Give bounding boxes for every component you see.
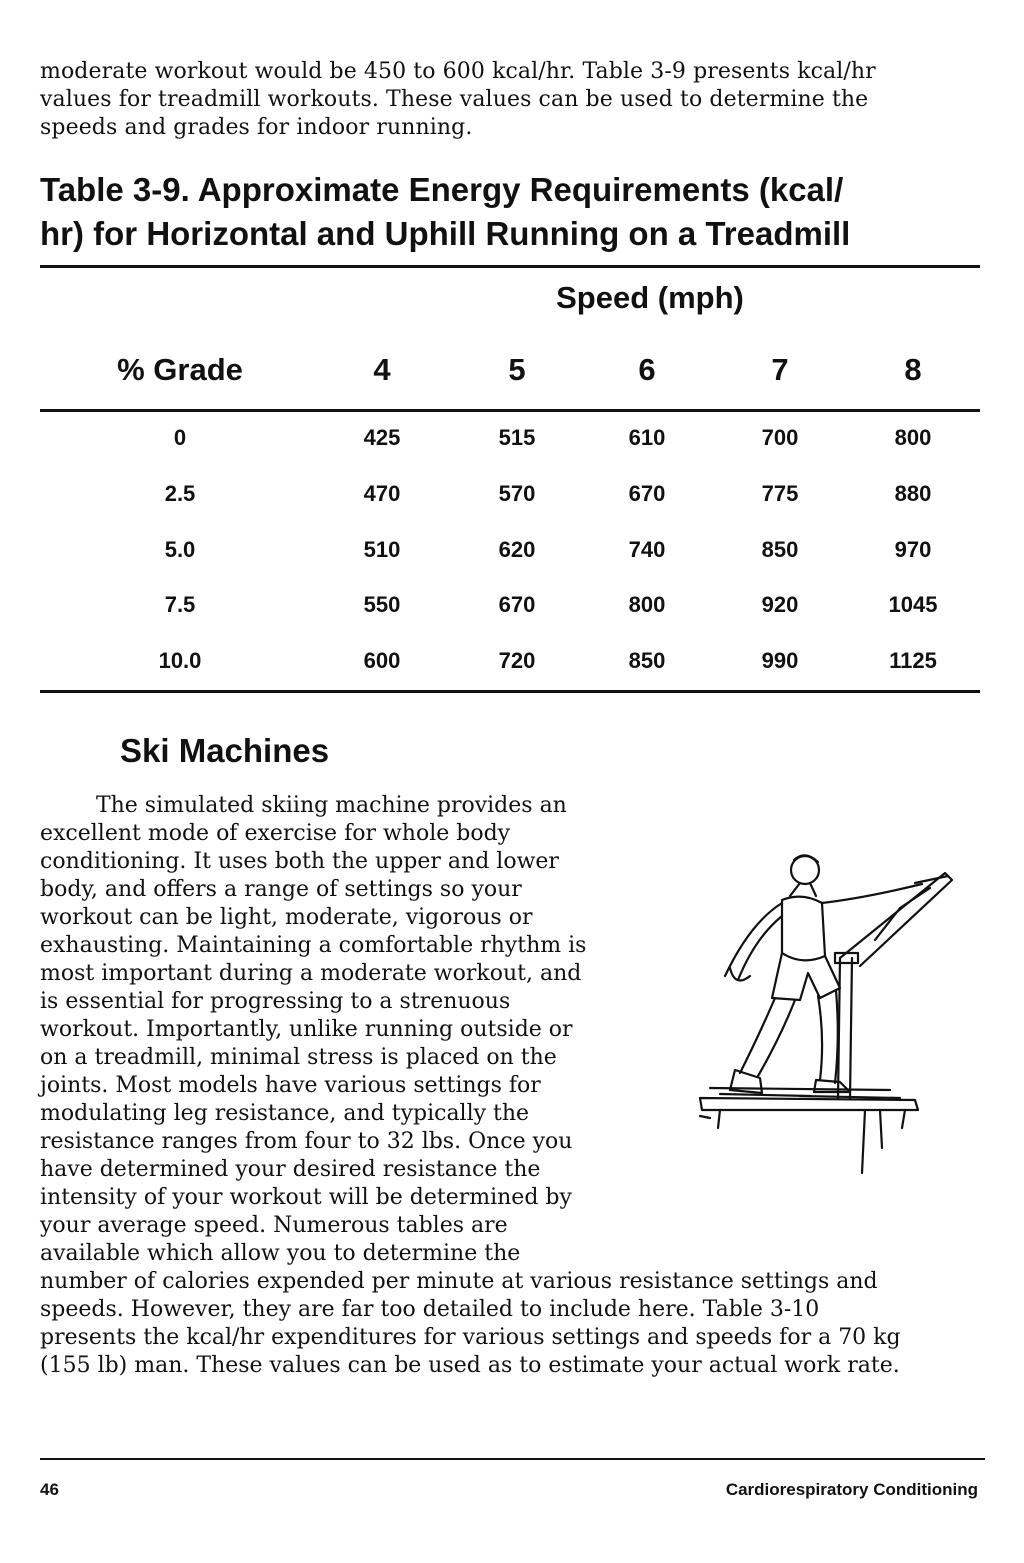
ski-paragraph-line: on a treadmill, minimal stress is placed on the (40, 1045, 557, 1070)
ski-paragraph-line: presents the kcal/hr expenditures for various settings and speeds for a 70 kg (40, 1325, 901, 1350)
kcal-cell: 970 (894, 537, 932, 562)
speed-column-header: 6 (638, 352, 656, 387)
kcal-cell: 515 (498, 425, 536, 450)
kcal-cell: 550 (363, 592, 401, 617)
intro-line: speeds and grades for indoor running. (40, 115, 473, 140)
intro-paragraph (40, 58, 980, 142)
ski-paragraph-line: most important during a moderate workout, and (40, 961, 582, 986)
kcal-cell: 720 (498, 648, 536, 673)
table-title-line: Table 3-9. Approximate Energy Requirements (kcal/ (40, 171, 844, 208)
ski-paragraph-line: joints. Most models have various settings for (40, 1073, 541, 1098)
ski-paragraph-line: exhausting. Maintaining a comfortable rhythm is (40, 933, 587, 958)
kcal-cell: 850 (628, 648, 666, 673)
ski-paragraph-line: is essential for progressing to a strenuous (40, 989, 511, 1014)
ski-paragraph-line: (155 lb) man. These values can be used as to estimate your actual work rate. (40, 1353, 900, 1378)
grade-cell: 7.5 (164, 592, 196, 617)
kcal-cell: 800 (628, 592, 666, 617)
table-header-rule (40, 409, 980, 412)
kcal-cell: 600 (363, 648, 401, 673)
ski-paragraph-line: speeds. However, they are far too detailed to include here. Table 3-10 (40, 1297, 820, 1322)
speed-column-header: 8 (904, 352, 922, 387)
ski-paragraph-line: workout. Importantly, unlike running outside or (40, 1017, 573, 1042)
ski-paragraph-line: resistance ranges from four to 32 lbs. Once you (40, 1129, 573, 1154)
kcal-cell: 775 (761, 481, 799, 506)
kcal-cell: 1125 (889, 648, 937, 673)
speed-column-header: 4 (373, 352, 391, 387)
kcal-cell: 740 (628, 537, 666, 562)
kcal-cell: 570 (498, 481, 536, 506)
kcal-cell: 670 (498, 592, 536, 617)
ski-paragraph-line: your average speed. Numerous tables are (40, 1213, 508, 1238)
ski-paragraph-line: number of calories expended per minute at various resistance settings and (40, 1269, 878, 1294)
grade-cell: 0 (173, 425, 187, 450)
kcal-cell: 425 (363, 425, 401, 450)
kcal-cell: 620 (498, 537, 536, 562)
intro-line: moderate workout would be 450 to 600 kcal/hr. Table 3-9 presents kcal/hr (40, 59, 876, 84)
table-bottom-rule (40, 690, 980, 693)
footer-rule (40, 1458, 985, 1460)
ski-paragraph-line: intensity of your workout will be determined by (40, 1185, 572, 1210)
kcal-cell: 670 (628, 481, 666, 506)
ski-paragraph-line: conditioning. It uses both the upper and lower (40, 849, 559, 874)
running-head: Cardiorespiratory Conditioning (725, 1480, 978, 1499)
page-number: 46 (40, 1480, 59, 1499)
ski-paragraph-line: body, and offers a range of settings so your (40, 877, 522, 902)
ski-paragraph-line: excellent mode of exercise for whole body (40, 821, 511, 846)
kcal-cell: 920 (761, 592, 799, 617)
speed-column-header: 7 (771, 352, 789, 387)
table-title-line: hr) for Horizontal and Uphill Running on a Treadmill (40, 215, 851, 252)
ski-machine-illustration (690, 848, 960, 1188)
grade-column-header: % Grade (117, 352, 243, 387)
ski-paragraph-line: workout can be light, moderate, vigorous or (40, 905, 533, 930)
ski-paragraph-line: modulating leg resistance, and typically the (40, 1101, 530, 1126)
table-title (40, 168, 980, 256)
intro-line: values for treadmill workouts. These values can be used to determine the (40, 87, 869, 112)
grade-cell: 5.0 (164, 537, 196, 562)
ski-paragraph-line: have determined your desired resistance the (40, 1157, 541, 1182)
kcal-cell: 510 (363, 537, 401, 562)
ski-paragraph-line: The simulated skiing machine provides an (40, 793, 567, 818)
kcal-cell: 800 (894, 425, 932, 450)
speed-header: Speed (mph) (556, 280, 744, 315)
kcal-cell: 990 (761, 648, 799, 673)
ski-paragraph-line: available which allow you to determine the (40, 1241, 521, 1266)
grade-cell: 10.0 (158, 648, 202, 673)
section-heading: Ski Machines (120, 732, 330, 769)
kcal-cell: 850 (761, 537, 799, 562)
kcal-cell: 700 (761, 425, 799, 450)
grade-cell: 2.5 (164, 481, 196, 506)
kcal-cell: 470 (363, 481, 401, 506)
kcal-cell: 1045 (888, 592, 938, 617)
kcal-cell: 880 (894, 481, 932, 506)
speed-column-header: 5 (508, 352, 526, 387)
kcal-cell: 610 (628, 425, 666, 450)
table-top-rule (40, 265, 980, 268)
